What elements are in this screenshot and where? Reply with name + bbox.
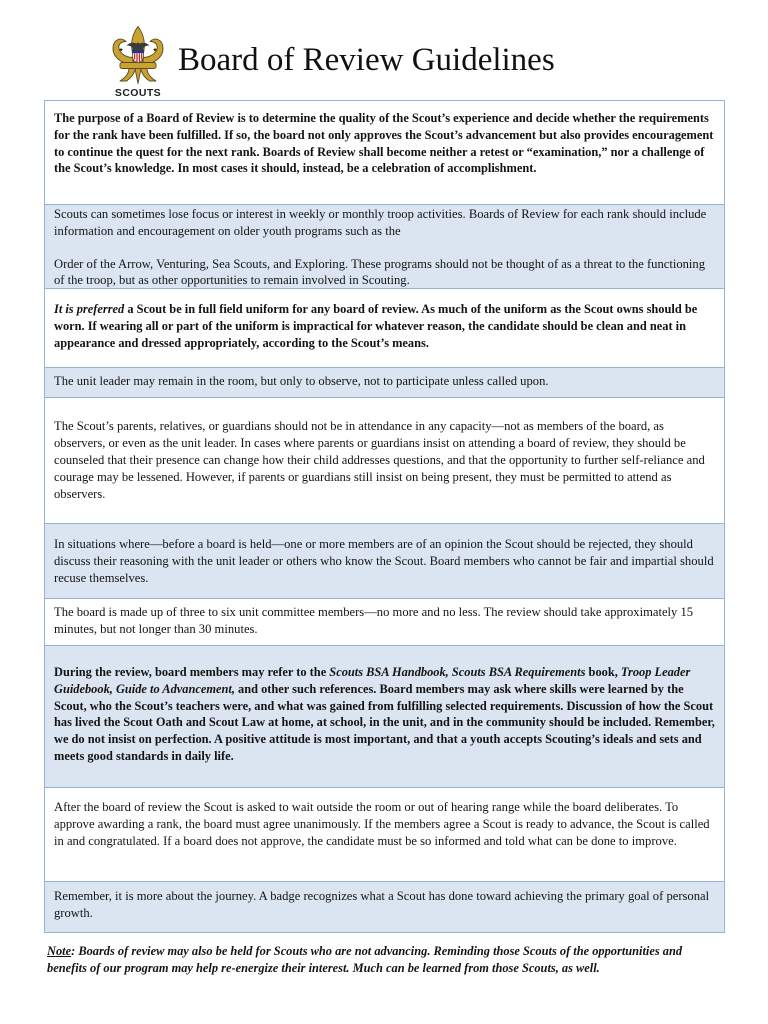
fleur-de-lis-icon [108, 24, 168, 87]
guideline-text: The purpose of a Board of Review is to determine the quality of the Scout’s experience and decide whether the requirements for the rank have been fulfilled. If so, the board not only approves the Scout’s advancement but also provides encouragement to continue the quest for the next rank. Boards of Review shall become neither a retest or “examination,” nor a challenge of the Scout’s knowledge. In most cases it should, instead, be a celebration of accomplishment. [54, 111, 714, 176]
fleur-band [120, 63, 156, 69]
guideline-row-uniform [45, 288, 724, 367]
guideline-text: The board is made up of three to six unit committee members—no more and no less. The review should take approximately 15 minutes, but not longer than 30 minutes. [54, 605, 694, 636]
guideline-text: Remember, it is more about the journey. A badge recognizes what a Scout has done toward achieving the primary goal of personal growth. [54, 889, 710, 920]
guideline-row-review [45, 645, 724, 787]
guideline-row-parents [45, 397, 724, 523]
shield-icon [133, 50, 144, 64]
page-title: Board of Review Guidelines [178, 42, 555, 78]
guideline-text: The unit leader may remain in the room, but only to observe, not to participate unless called upon. [54, 374, 549, 388]
guideline-text-part: book, [585, 665, 621, 679]
guideline-row-board-makeup [45, 598, 724, 645]
bottom-center-tip [135, 69, 141, 84]
guideline-row-after-review [45, 787, 724, 881]
logo-wordmark: SCOUTS [114, 87, 162, 99]
emphasis-text: It is preferred [54, 302, 125, 316]
guideline-text: The Scout’s parents, relatives, or guardians should not be in attendance in any capacity—not as members of the board, as observers, or even as the unit leader. In cases where parents or guardians insist on attending a board of review, they should be counseled that their presence can change how their child addresses questions, and that the opportunity to further self-reliance and courage may be lessened. However, if parents or guardians still insist on being present, they must be permitted to attend as observers. [54, 419, 705, 501]
guideline-row-focus [45, 204, 724, 288]
note-label: Note [47, 944, 72, 958]
guideline-row-unit-leader [45, 367, 724, 397]
right-petal [143, 39, 163, 64]
guideline-row-purpose [45, 101, 724, 204]
bottom-left-tip [120, 69, 136, 82]
note-text: : Boards of review may also be held for Scouts who are not advancing. Reminding those Scouts of the opportunities and benefits of our program may help re-energize their interest. Much can be learned from those Scouts, as well. [47, 944, 683, 975]
emphasis-text: Scouts BSA Handbook, Scouts BSA Requirements [329, 665, 586, 679]
guideline-row-journey [45, 881, 724, 932]
guideline-text [54, 664, 716, 765]
guideline-text: After the board of review the Scout is asked to wait outside the room or out of hearing range while the board deliberates. To approve awarding a rank, the board must agree unanimously. If the members agree a Scout is ready to advance, the Scout is called in and congratulated. If a board does not approve, the candidate must be so informed and told what can be done to improve. [54, 800, 710, 848]
guidelines-table [44, 100, 725, 933]
guideline-text-part: a Scout be in full field uniform for any board of review. As much of the uniform as the Scout owns should be worn. If wearing all or part of the uniform is impractical for whatever reason, the candidate should be clean and neat in appearance and dressed appropriately, according to the Scout’s means. [54, 302, 698, 350]
bottom-right-tip [141, 69, 157, 82]
eagle-icon [127, 43, 150, 49]
guideline-text: Scouts can sometimes lose focus or interest in weekly or monthly troop activities. Boards of Review for each rank should include information and encouragement on older youth programs such as the [54, 207, 707, 238]
left-petal [113, 39, 133, 64]
guideline-text-part: During the review, board members may refer to the [54, 665, 330, 679]
guideline-text-part: and other such references. Board members may ask where skills were learned by the Scout, who the Scout’s teachers were, and what was gained from fulfilling selected requirements. Discussion of how the Scout has lived the Scout Oath and Scout Law at home, at school, in the unit, and in the community should be included. Remember, we do not insist on perfection. A positive attitude is most important, and that a youth accepts Scouting’s ideals and sets and meets good standards in daily life. [54, 681, 715, 763]
emphasis-text: Troop Leader Guidebook, Guide to Advancement, [54, 665, 691, 696]
scouts-logo [106, 24, 170, 99]
guideline-row-rejection [45, 523, 724, 598]
guideline-text: Order of the Arrow, Venturing, Sea Scouts, and Exploring. These programs should not be thought of as a threat to the functioning of the troop, but as other opportunities to remain involved in Scouting. [54, 256, 706, 287]
guideline-text [54, 301, 716, 351]
guideline-text: In situations where—before a board is held—one or more members are of an opinion the Scout should be rejected, they should discuss their reasoning with the unit leader or others who know the Scout. Board members who cannot be fair and impartial should recuse themselves. [54, 537, 714, 585]
footnote [47, 943, 719, 976]
